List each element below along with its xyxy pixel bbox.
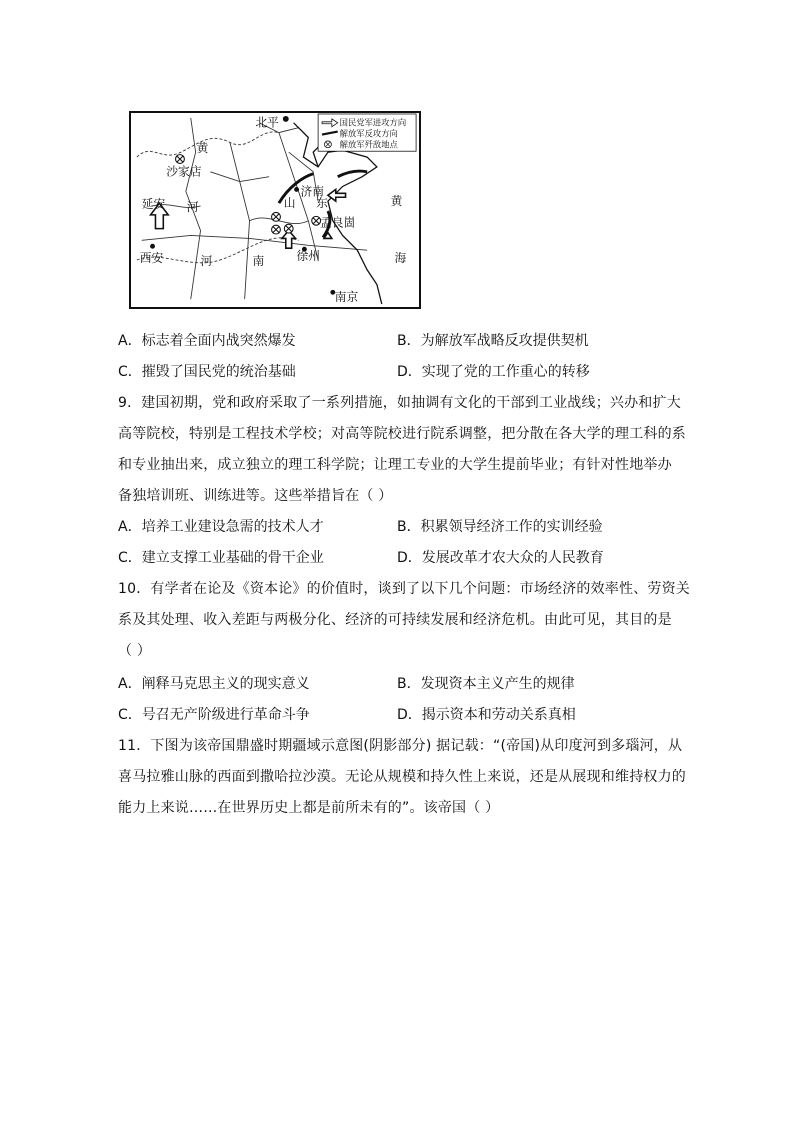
- label-jinan: 济南: [300, 184, 324, 199]
- q11-stem-line-2: 喜马拉雅山脉的西面到撒哈拉沙漠。无论从规模和持久性上来说，还是从展现和维持权力的: [118, 769, 686, 785]
- q11-stem-line-3: 能力上来说……在世界历史上都是前所未有的”。该帝国（ ）: [118, 800, 500, 816]
- q8-option-b[interactable]: B．为解放军战略反攻提供契机: [397, 333, 589, 349]
- label-xuzhou: 徐州: [296, 248, 321, 263]
- q10-option-a[interactable]: A．阐释马克思主义的现实意义: [118, 676, 310, 692]
- label-shajiadian: 沙家店: [166, 164, 202, 179]
- q8-option-d[interactable]: D．实现了党的工作重心的转移: [397, 364, 590, 380]
- q9-stem-line-4: 备独培训班、训练进等。这些举措旨在（ ）: [118, 488, 393, 504]
- label-dong: 东: [316, 196, 328, 211]
- legend-battle-site: 解放军歼敌地点: [339, 139, 398, 150]
- q9-option-b[interactable]: B．积累领导经济工作的实训经验: [397, 519, 603, 535]
- label-beiping: 北平: [255, 115, 279, 130]
- q9-option-d[interactable]: D．发展改革才农大众的人民教育: [397, 550, 604, 566]
- q9-stem-line-1: 9．建国初期，党和政府采取了一系列措施，如抽调有文化的干部到工业战线；兴办和扩大: [118, 395, 681, 411]
- q9-option-c[interactable]: C．建立支撑工业基础的骨干企业: [118, 550, 324, 566]
- label-yellow-sea-1: 黄: [390, 194, 403, 209]
- label-yanan: 延安: [141, 197, 166, 212]
- q10-stem-line-1: 10．有学者在论及《资本论》的价值时，谈到了以下几个问题：市场经济的效率性、劳资关: [118, 581, 691, 597]
- q10-option-d[interactable]: D．揭示资本和劳动关系真相: [397, 707, 576, 723]
- label-nanjing: 南京: [334, 290, 359, 305]
- label-huang-river-1: 黄: [196, 141, 209, 156]
- q11-stem-line-1: 11．下图为该帝国鼎盛时期疆域示意图(阴影部分) 据记载：“(帝国)从印度河到多瑙河，从: [118, 738, 683, 754]
- q10-stem-line-3: （ ）: [118, 643, 152, 659]
- war-map-svg: [131, 113, 419, 307]
- q10-option-b[interactable]: B．发现资本主义产生的规律: [397, 676, 575, 692]
- label-yellow-sea-2: 海: [394, 250, 407, 265]
- q9-stem-line-3: 和专业抽出来，成立独立的理工科学院；让理工专业的大学生提前毕业；有针对性地举办: [118, 457, 672, 473]
- war-map-figure: [129, 111, 421, 309]
- q9-stem-line-2: 高等院校，特别是工程技术学校；对高等院校进行院系调整，把分散在各大学的理工科的系: [118, 426, 686, 442]
- label-shan: 山: [283, 196, 296, 211]
- label-henan-he: 河: [200, 253, 213, 268]
- q8-option-a[interactable]: A．标志着全面内战突然爆发: [118, 333, 296, 349]
- label-huang-river-2: 河: [186, 199, 199, 214]
- label-xian: 西安: [139, 250, 164, 265]
- legend-kmt-attack: 国民党军进攻方向: [339, 117, 407, 128]
- q10-stem-line-2: 系及其处理、收入差距与两极分化、经济的可持续发展和经济危机。由此可见，其目的是: [118, 612, 672, 628]
- map-legend: [318, 114, 416, 151]
- label-henan-nan: 南: [252, 253, 265, 268]
- label-menglianggu: 孟良崮: [320, 215, 356, 230]
- q10-option-c[interactable]: C．号召无产阶级进行革命斗争: [118, 707, 310, 723]
- q9-option-a[interactable]: A．培养工业建设急需的技术人才: [118, 519, 324, 535]
- q8-option-c[interactable]: C．摧毁了国民党的统治基础: [118, 364, 296, 380]
- legend-pla-counterattack: 解放军反攻方向: [339, 128, 398, 139]
